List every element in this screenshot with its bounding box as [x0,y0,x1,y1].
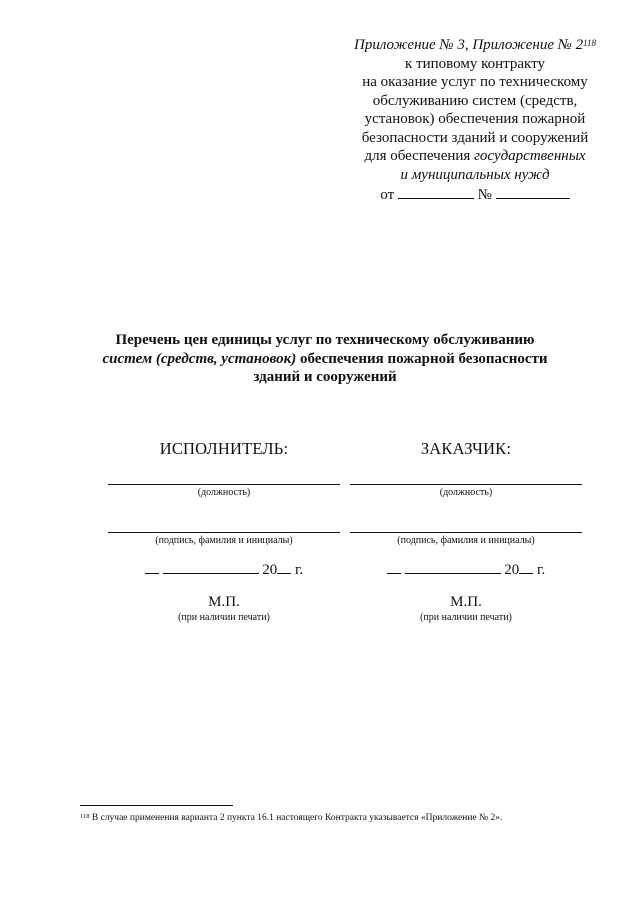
customer-signature-line [350,516,582,533]
executor-date-line [108,560,340,582]
executor-heading: ИСПОЛНИТЕЛЬ: [159,439,289,458]
customer-stamp-label: М.П. [450,594,482,610]
title-line-2 [80,350,570,369]
customer-day-blank [387,560,401,574]
customer-year-prefix: 20 [504,562,520,578]
executor-stamp-label: М.П. [208,594,240,610]
executor-month-blank [163,560,259,574]
footnote-reference: 118 [583,38,597,48]
annex-line-8: и муниципальных нужд [400,166,550,183]
customer-stamp-note: (при наличии печати) [420,612,512,623]
annex-line-4: обслуживанию систем (средств, [372,92,578,109]
title-line-1: Перечень цен единицы услуг по техническому обслуживанию [115,332,535,348]
annex-title [330,36,620,55]
customer-heading: ЗАКАЗЧИК: [420,439,512,458]
customer-date-line [350,560,582,582]
customer-month-blank [405,560,501,574]
annex-line-2: к типовому контракту [405,55,545,72]
customer-position-caption: (должность) [439,487,493,498]
number-label: № [477,187,492,203]
from-label: от [380,187,395,203]
footnote-marker: 118 [80,813,90,820]
annex-line-7-regular: для обеспечения [364,148,475,164]
title-line-2-regular: обеспечения пожарной безопасности [296,350,548,367]
executor-signature-line [108,516,340,533]
contract-date-blank [398,186,474,199]
executor-position-line [108,468,340,485]
title-line-2-italic: систем (средств, установок) [102,350,297,367]
executor-year-prefix: 20 [262,562,278,578]
annex-line-3: на оказание услуг по техническому [362,74,588,90]
document-title [80,331,570,387]
executor-stamp-note: (при наличии печати) [178,612,270,623]
executor-signature-caption: (подпись, фамилия и инициалы) [155,535,293,546]
contract-date-number [330,186,620,205]
annex-header [330,36,620,205]
executor-position-caption: (должность) [197,487,251,498]
customer-year-blank [519,560,533,574]
annex-title-text: Приложение № 3, Приложение № 2 [353,37,584,53]
footnote-separator [80,805,233,806]
title-line-3: зданий и сооружений [253,369,397,385]
footnote-text: В случае применения варианта 2 пункта 16.1 настоящего Контракта указывается «Приложение № 2». [89,813,503,823]
footnote [80,812,600,824]
customer-signature-caption: (подпись, фамилия и инициалы) [397,535,535,546]
customer-year-suffix: г. [537,562,546,578]
customer-signature-block [350,440,582,625]
annex-line-7 [330,147,620,166]
customer-position-line [350,468,582,485]
annex-line-6: безопасности зданий и сооружений [361,129,589,146]
executor-signature-block [108,440,340,625]
executor-day-blank [145,560,159,574]
contract-number-blank [496,186,570,199]
executor-year-suffix: г. [295,562,304,578]
executor-year-blank [277,560,291,574]
annex-line-5: установок) обеспечения пожарной [364,111,586,127]
annex-line-7-italic: государственных [474,148,586,164]
